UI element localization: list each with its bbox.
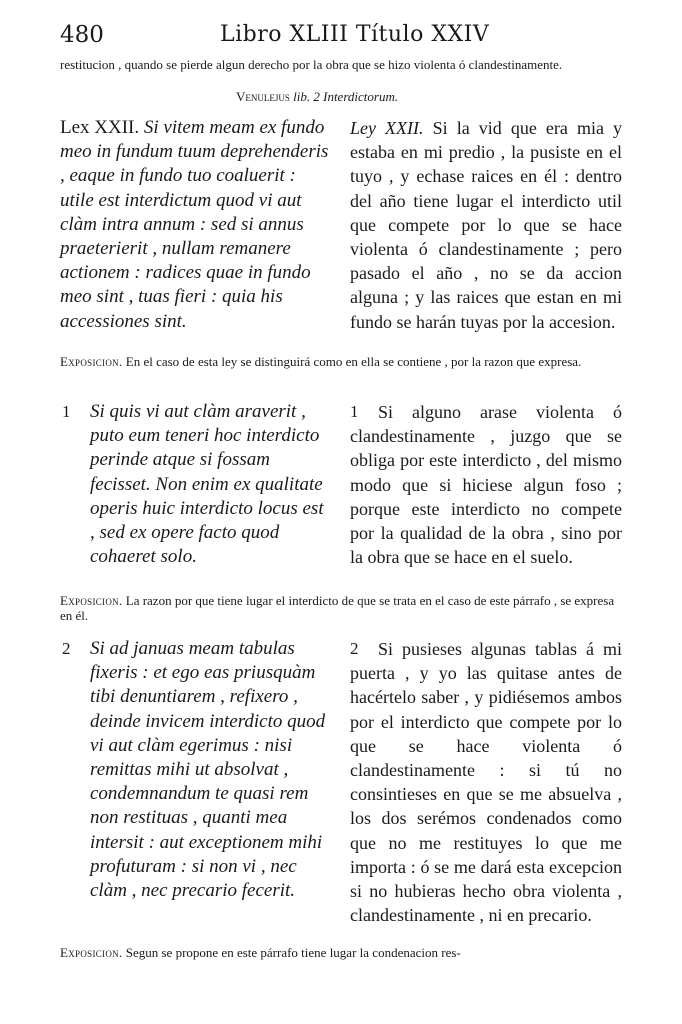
latin-paragraph-1-number: 1 <box>62 402 71 421</box>
spanish-law-body: Si la vid que era mia y estaba en mi predio , la pusiste en el tuyo , y echase raices en él : dentro del año tiene lugar el interdicto util que compete por lo que se hace violenta ó clandestinamente ; pero pasado el año , no se da accion alguna ; y las raices que estan en mi fundo se harán tuyas por la accesion. <box>350 118 623 332</box>
exposition-label: Exposicion. <box>60 593 123 608</box>
spanish-law-text <box>350 116 622 334</box>
exposition-text: Segun se propone en este párrafo tiene lugar la condenacion res- <box>125 945 461 960</box>
spanish-paragraph-2 <box>350 637 622 927</box>
page-header <box>60 22 630 50</box>
latin-paragraph-2-body: Si ad januas meam tabulas fixeris : et ego eas priusquàm tibi denuntiarem , refixero , deinde invicem interdicto quod vi aut clàm egerimus : nisi remittas mihi ut absolvat , condemnandum te quasi rem non restituas , quanti mea intersit : aut exceptionem mihi profuturam : si non vi , nec clàm , nec precario fecerit. <box>90 638 326 902</box>
spanish-law-heading: Ley XXII. <box>350 118 424 138</box>
source-work: lib. 2 Interdictorum. <box>293 89 399 104</box>
latin-law-heading: Lex XXII. <box>60 117 140 138</box>
spanish-paragraph-2-body: Si pusieses algunas tablas á mi puerta , y yo las quitase antes de hacértelo saber , y pidiésemos ambos por el interdicto que compete por lo que se hace violenta ó clandestinamente : si tú no consintieses en que se me absuelva , los dos serémos condenados como que no me restituyes lo que me importa : ó se me dará esta excepcion si no hubieras hecho obra violenta , clandestinamente , ni en precario. <box>350 639 622 926</box>
latin-paragraph-2 <box>90 637 332 903</box>
exposition-text: En el caso de esta ley se distinguirá como en ella se contiene , por la razon que expresa. <box>125 354 582 369</box>
latin-paragraph-1 <box>90 400 332 569</box>
exposition-label: Exposicion. <box>60 945 123 960</box>
source-author: Venulejus <box>236 89 290 104</box>
exposition-law <box>60 354 625 369</box>
page-number: 480 <box>60 22 104 48</box>
exposition-paragraph-2 <box>60 945 625 960</box>
exposition-label: Exposicion. <box>60 354 123 369</box>
latin-paragraph-1-body: Si quis vi aut clàm araverit , puto eum teneri hoc interdicto perinde atque si fossam fecisset. Non enim ex qualitate operis huic interdicto locus est , sed ex opere facto quod cohaeret solo. <box>90 401 324 568</box>
running-title: Libro XLIII Título XXIV <box>220 22 490 47</box>
latin-paragraph-2-number: 2 <box>62 639 71 658</box>
latin-law-body: Si vitem meam ex fundo meo in fundum tuum deprehenderis , eaque in fundo tuo coaluerit : utile est interdictum quod vi aut clàm intra annum : sed si annus praeterierit , nullam remanere actionem : radices quae in fundo meo sint , tuas fieri : quia his accessiones sint. <box>60 117 329 332</box>
spanish-paragraph-1-body: Si alguno arase violenta ó clandestinamente , juzgo que se obliga por este interdicto , del mismo modo que si hiciese algun foso ; porque este interdicto no compete por la qualidad de la obra , sino por la obra que se hace en el suelo. <box>350 402 622 568</box>
exposition-text: La razon por que tiene lugar el interdicto de que se trata en el caso de este párrafo , se expresa en él. <box>60 593 615 623</box>
spanish-paragraph-1-number: 1 <box>350 402 359 421</box>
spanish-paragraph-2-number: 2 <box>350 639 359 658</box>
exposition-paragraph-1 <box>60 593 625 623</box>
title-note: restitucion , quando se pierde algun derecho por la obra que se hizo violenta ó clandestinamente. <box>60 57 563 72</box>
spanish-paragraph-1 <box>350 400 622 569</box>
source-citation <box>236 89 398 105</box>
latin-law-text <box>60 116 332 334</box>
